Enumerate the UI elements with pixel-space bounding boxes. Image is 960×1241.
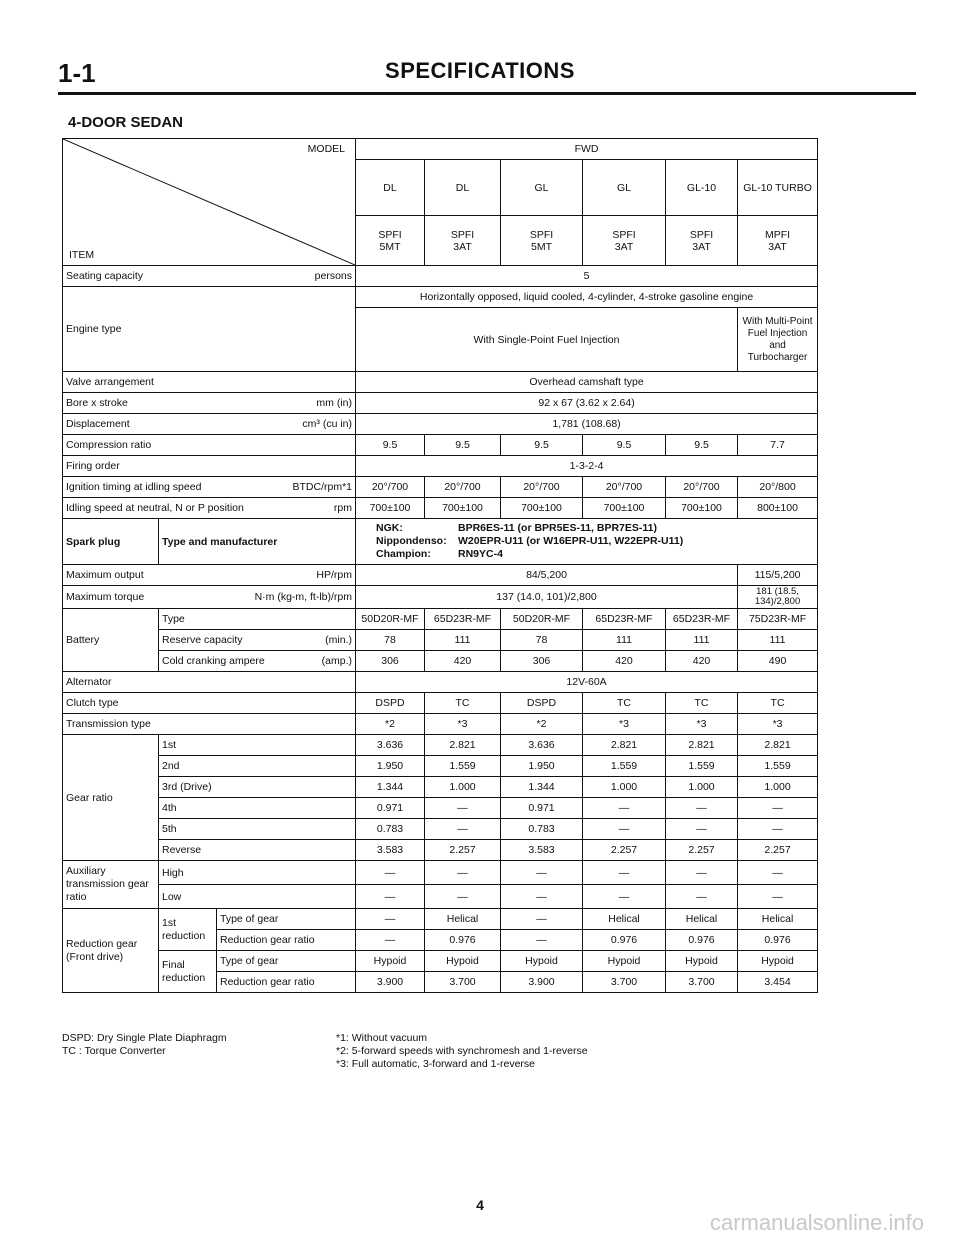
cell: 111 [738,630,818,651]
row-label: Compression ratio [63,435,356,456]
cell: 111 [425,630,501,651]
cell: — [738,798,818,819]
footnotes-left [62,1032,227,1058]
row-label: Clutch type [63,693,356,714]
cell: — [356,885,425,909]
row-label: Reduction gear (Front drive) [63,909,159,993]
cell: 0.971 [501,798,583,819]
model-item-corner [63,139,356,266]
cell: 420 [666,651,738,672]
cell: Hypoid [666,951,738,972]
cell: 490 [738,651,818,672]
row-label: Maximum output [63,565,217,586]
cell: 20°/700 [425,477,501,498]
cell: — [583,885,666,909]
cell: 50D20R-MF [356,609,425,630]
model-engine-trans: MPFI 3AT [738,216,818,266]
cell: 3.636 [501,735,583,756]
row-sublabel: Type and manufacturer [159,519,356,565]
cell: 700±100 [583,498,666,519]
cell: 2.821 [583,735,666,756]
cell: 111 [666,630,738,651]
cell: Hypoid [738,951,818,972]
row-label: Auxiliary transmission gear ratio [63,861,159,909]
diagonal-line [63,139,355,265]
row-unit: (min.) [288,630,356,651]
cell: 3.636 [356,735,425,756]
aux-high: High [159,861,356,885]
cell: 111 [583,630,666,651]
model-name: DL [356,160,425,216]
row-label: Displacement [63,414,217,435]
cell: — [425,798,501,819]
cell: Hypoid [356,951,425,972]
cell: *3 [666,714,738,735]
gear-name: 3rd (Drive) [159,777,356,798]
page-number-header: 1-1 [58,58,96,88]
cell: 0.976 [583,930,666,951]
cell: 2.821 [425,735,501,756]
row-sublabel: Type [159,609,356,630]
cell: — [738,885,818,909]
cell: 65D23R-MF [666,609,738,630]
cell: 50D20R-MF [501,609,583,630]
cell: TC [583,693,666,714]
row-label: Valve arrangement [63,372,356,393]
model-engine-trans: SPFI 5MT [501,216,583,266]
cell: *3 [583,714,666,735]
cell: 2.257 [738,840,818,861]
cell: — [501,909,583,930]
cell: — [738,819,818,840]
cell: — [501,861,583,885]
cell: 2.821 [666,735,738,756]
cell: 1.000 [666,777,738,798]
torque-turbo: 181 (18.5, 134)/2,800 [738,586,818,609]
cell: — [501,930,583,951]
cell: — [425,861,501,885]
fwd-header: FWD [356,139,818,160]
row-label: Gear ratio [63,735,159,861]
cell: — [666,885,738,909]
cell: 1.000 [583,777,666,798]
gear-name: 4th [159,798,356,819]
row-label: Ignition timing at idling speed [63,477,288,498]
cell: *3 [425,714,501,735]
note-dspd: DSPD: Dry Single Plate Diaphragm [62,1032,227,1044]
row-label: Engine type [63,287,356,372]
cell: 0.976 [666,930,738,951]
cell: 700±100 [666,498,738,519]
cell: 420 [583,651,666,672]
cell: 9.5 [501,435,583,456]
cell: 1.344 [356,777,425,798]
row-unit: (amp.) [288,651,356,672]
row-label: Battery [63,609,159,672]
cell: 3.900 [501,972,583,993]
cell: 20°/700 [356,477,425,498]
cell: — [356,930,425,951]
row-sublabel: Cold cranking ampere [159,651,288,672]
gear-name: 5th [159,819,356,840]
row-unit: persons [217,266,356,287]
cell: — [425,819,501,840]
cell: 9.5 [356,435,425,456]
item-label: ITEM [69,249,95,261]
cell: — [666,861,738,885]
row-label: Seating capacity [63,266,217,287]
cell: 9.5 [666,435,738,456]
model-engine-trans: SPFI 3AT [666,216,738,266]
spec-table [62,138,818,993]
cell: 3.583 [501,840,583,861]
cell: 20°/700 [666,477,738,498]
cell: 3.454 [738,972,818,993]
row-label: Firing order [63,456,356,477]
row-label: Transmission type [63,714,356,735]
row-unit: BTDC/rpm*1 [288,477,356,498]
output-spfi: 84/5,200 [356,565,738,586]
cell: 700±100 [356,498,425,519]
header-rule [58,92,916,95]
reduction-first-label: 1st reduction [159,909,217,951]
cell: Helical [738,909,818,930]
firing-value: 1-3-2-4 [356,456,818,477]
row-sublabel: Reduction gear ratio [217,972,356,993]
cell: 9.5 [583,435,666,456]
cell: — [666,798,738,819]
model-name: GL [501,160,583,216]
model-name: GL [583,160,666,216]
engine-type-value: Horizontally opposed, liquid cooled, 4-cylinder, 4-stroke gasoline engine [356,287,818,308]
engine-mpfi: With Multi-Point Fuel Injection and Turbocharger [738,308,818,372]
cell: 0.976 [738,930,818,951]
cell: 78 [501,630,583,651]
cell: 1.559 [583,756,666,777]
gear-name: Reverse [159,840,356,861]
row-unit: N·m (kg-m, ft-lb)/rpm [217,586,356,609]
row-unit: cm³ (cu in) [217,414,356,435]
cell: 1.344 [501,777,583,798]
cell: 3.700 [425,972,501,993]
valve-value: Overhead camshaft type [356,372,818,393]
footer-page-number: 4 [476,1197,484,1213]
cell: *2 [356,714,425,735]
cell: TC [666,693,738,714]
cell: 1.000 [738,777,818,798]
note-tc: TC : Torque Converter [62,1045,166,1057]
cell: 306 [356,651,425,672]
note-2: *2: 5-forward speeds with synchromesh and 1-reverse [336,1045,588,1057]
row-unit: mm (in) [217,393,356,414]
cell: 7.7 [738,435,818,456]
cell: 2.821 [738,735,818,756]
cell: 0.783 [501,819,583,840]
cell: Hypoid [501,951,583,972]
cell: *3 [738,714,818,735]
cell: — [738,861,818,885]
cell: 2.257 [425,840,501,861]
cell: 65D23R-MF [583,609,666,630]
gear-name: 1st [159,735,356,756]
model-engine-trans: SPFI 5MT [356,216,425,266]
cell: — [356,861,425,885]
cell: 420 [425,651,501,672]
row-label: Bore x stroke [63,393,217,414]
cell: 20°/700 [501,477,583,498]
cell: 2.257 [583,840,666,861]
cell: 1.559 [425,756,501,777]
cell: 1.000 [425,777,501,798]
row-label: Maximum torque [63,586,217,609]
cell: 800±100 [738,498,818,519]
model-name: GL-10 [666,160,738,216]
model-name: GL-10 TURBO [738,160,818,216]
cell: 1.950 [356,756,425,777]
cell: Hypoid [425,951,501,972]
displacement-value: 1,781 (108.68) [356,414,818,435]
row-label: Spark plug [63,519,159,565]
model-label: MODEL [307,143,345,155]
row-unit: rpm [288,498,356,519]
cell: 700±100 [425,498,501,519]
cell: 0.976 [425,930,501,951]
cell: — [501,885,583,909]
row-label: Idling speed at neutral, N or P position [63,498,288,519]
cell: 1.559 [666,756,738,777]
spark-plug-value: NGK: BPR6ES-11 (or BPR5ES-11, BPR7ES-11) Nippondenso: W20EPR-U11 (or W16EPR-U11, W22EPR-U11) Champion: RN9YC-4 [356,519,818,565]
cell: *2 [501,714,583,735]
cell: — [583,819,666,840]
aux-low: Low [159,885,356,909]
cell: 3.700 [666,972,738,993]
reduction-final-label: Final reduction [159,951,217,993]
cell: 20°/700 [583,477,666,498]
cell: Helical [666,909,738,930]
cell: 75D23R-MF [738,609,818,630]
cell: DSPD [356,693,425,714]
cell: 3.700 [583,972,666,993]
footnotes-right [336,1032,588,1071]
cell: 65D23R-MF [425,609,501,630]
model-engine-trans: SPFI 3AT [425,216,501,266]
cell: 78 [356,630,425,651]
note-1: *1: Without vacuum [336,1032,428,1044]
model-engine-trans: SPFI 3AT [583,216,666,266]
row-sublabel: Type of gear [217,909,356,930]
row-sublabel: Type of gear [217,951,356,972]
cell: — [425,885,501,909]
cell: — [666,819,738,840]
cell: — [583,798,666,819]
cell: TC [425,693,501,714]
model-name: DL [425,160,501,216]
page-title: SPECIFICATIONS [385,58,575,83]
cell: 0.783 [356,819,425,840]
row-sublabel: Reduction gear ratio [217,930,356,951]
gear-name: 2nd [159,756,356,777]
row-sublabel: Reserve capacity [159,630,288,651]
cell: 306 [501,651,583,672]
cell: Hypoid [583,951,666,972]
section-title: 4-DOOR SEDAN [68,114,184,131]
watermark: carmanualsonline.info [709,1210,924,1235]
cell: 9.5 [425,435,501,456]
engine-spfi: With Single-Point Fuel Injection [356,308,738,372]
seating-value: 5 [356,266,818,287]
cell: 700±100 [501,498,583,519]
cell: 20°/800 [738,477,818,498]
cell: 0.971 [356,798,425,819]
output-turbo: 115/5,200 [738,565,818,586]
row-unit: HP/rpm [217,565,356,586]
cell: 2.257 [666,840,738,861]
cell: — [583,861,666,885]
row-label: Alternator [63,672,356,693]
cell: TC [738,693,818,714]
cell: DSPD [501,693,583,714]
cell: 3.583 [356,840,425,861]
cell: 1.559 [738,756,818,777]
alternator-value: 12V-60A [356,672,818,693]
torque-spfi: 137 (14.0, 101)/2,800 [356,586,738,609]
note-3: *3: Full automatic, 3-forward and 1-reverse [336,1058,536,1070]
cell: Helical [425,909,501,930]
cell: 3.900 [356,972,425,993]
cell: Helical [583,909,666,930]
cell: — [356,909,425,930]
bore-value: 92 x 67 (3.62 x 2.64) [356,393,818,414]
cell: 1.950 [501,756,583,777]
